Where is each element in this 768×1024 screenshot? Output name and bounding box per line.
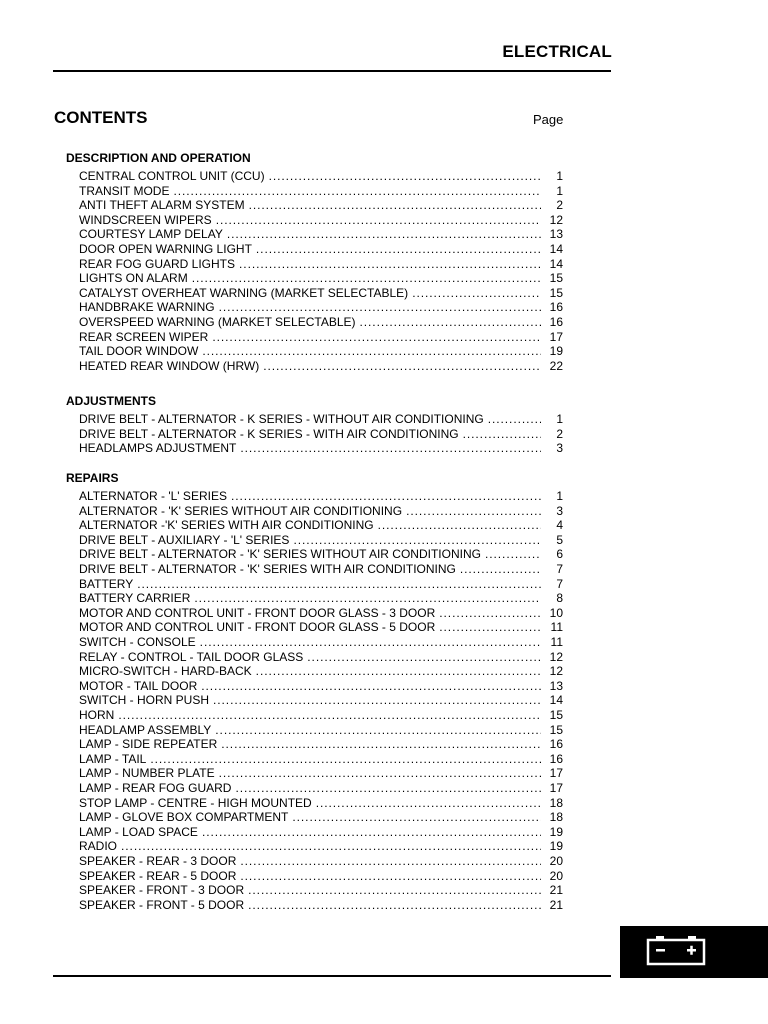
dot-leader: [248, 898, 541, 913]
dot-leader: [485, 547, 541, 562]
dot-leader: [118, 708, 541, 723]
toc-entry-title: CENTRAL CONTROL UNIT (CCU): [79, 169, 265, 183]
toc-entry-page: 21: [549, 897, 563, 912]
toc-entry-page: 15: [549, 708, 563, 722]
toc-entry-page: 12: [549, 664, 563, 679]
toc-entry[interactable]: [79, 635, 563, 650]
dot-leader: [240, 441, 541, 456]
toc-entry[interactable]: [79, 427, 563, 442]
toc-entry-page: 14: [549, 242, 563, 256]
dot-leader: [121, 839, 541, 854]
toc-entry[interactable]: [79, 620, 563, 635]
toc-entry[interactable]: [79, 737, 563, 752]
toc-entry-title: ALTERNATOR - 'L' SERIES: [79, 489, 227, 503]
dot-leader: [378, 518, 541, 533]
toc-entry-title: LAMP - GLOVE BOX COMPARTMENT: [79, 810, 289, 825]
toc-entry-page: 2: [556, 426, 563, 441]
toc-entry[interactable]: [79, 708, 563, 723]
toc-entry-title: ALTERNATOR - 'K' SERIES WITHOUT AIR CONDITIONING: [79, 503, 403, 518]
toc-entry-title: HEADLAMPS ADJUSTMENT: [79, 441, 237, 456]
toc-entry-title: RADIO: [79, 839, 118, 854]
toc-entry-page: 16: [549, 737, 563, 752]
toc-entry-title: DOOR OPEN WARNING LIGHT: [79, 242, 252, 256]
dot-leader: [460, 562, 541, 577]
section-heading: REPAIRS: [66, 471, 119, 485]
toc-entry-title: LAMP - REAR FOG GUARD: [79, 781, 232, 795]
toc-entry-page: 16: [549, 315, 563, 329]
toc-entry-page: 12: [549, 212, 563, 227]
toc-entry[interactable]: [79, 330, 563, 345]
toc-entry-title: DRIVE BELT - ALTERNATOR - K SERIES - WITHOUT AIR CONDITIONING: [79, 412, 484, 426]
toc-entry[interactable]: [79, 489, 563, 504]
dot-leader: [488, 412, 541, 427]
toc-entry[interactable]: [79, 796, 563, 811]
toc-entry[interactable]: [79, 286, 563, 301]
dot-leader: [248, 883, 541, 898]
toc-entry-page: 15: [549, 722, 563, 737]
toc-entry-page: 15: [549, 285, 563, 300]
toc-entry-title: REAR SCREEN WIPER: [79, 329, 209, 344]
toc-entry[interactable]: [79, 781, 563, 796]
toc-entry-title: COURTESY LAMP DELAY: [79, 227, 223, 242]
toc-entry[interactable]: [79, 650, 563, 665]
toc-entry-page: 19: [549, 839, 563, 854]
toc-entry-page: 1: [556, 169, 563, 183]
dot-leader: [256, 242, 541, 257]
dot-leader: [216, 213, 541, 228]
toc-entry[interactable]: [79, 518, 563, 533]
toc-entry-title: MOTOR - TAIL DOOR: [79, 678, 198, 693]
toc-entry-title: SWITCH - HORN PUSH: [79, 693, 209, 708]
toc-entry-page: 17: [549, 781, 563, 795]
toc-entry-title: SWITCH - CONSOLE: [79, 635, 196, 649]
dot-leader: [412, 286, 541, 301]
toc-entry[interactable]: [79, 562, 563, 577]
toc-entry[interactable]: [79, 198, 563, 213]
toc-entry-title: WINDSCREEN WIPERS: [79, 212, 212, 227]
toc-entry-title: SPEAKER - REAR - 3 DOOR: [79, 854, 237, 868]
footer-rule: [53, 975, 611, 977]
toc-entry[interactable]: [79, 227, 563, 242]
toc-entry[interactable]: [79, 344, 563, 359]
dot-leader: [201, 679, 541, 694]
toc-entry-title: TAIL DOOR WINDOW: [79, 344, 199, 359]
toc-entry[interactable]: [79, 606, 563, 621]
toc-entry-page: 19: [549, 824, 563, 839]
page-column-label: Page: [533, 112, 564, 127]
dot-leader: [239, 257, 541, 272]
toc-entry-page: 12: [549, 649, 563, 664]
toc-entry-page: 1: [556, 489, 563, 503]
section-header-title: ELECTRICAL: [502, 42, 612, 61]
toc-entry-page: 13: [549, 227, 563, 242]
toc-entry[interactable]: [79, 547, 563, 562]
toc-entry-title: BATTERY CARRIER: [79, 591, 191, 606]
dot-leader: [219, 300, 541, 315]
dot-leader: [194, 591, 541, 606]
toc-entry-page: 3: [556, 441, 563, 456]
toc-entry-page: 18: [549, 810, 563, 825]
toc-entry-title: MICRO-SWITCH - HARD-BACK: [79, 664, 252, 679]
dot-leader: [316, 796, 541, 811]
toc-entry[interactable]: [79, 825, 563, 840]
toc-entry-title: DRIVE BELT - ALTERNATOR - 'K' SERIES WITH AIR CONDITIONING: [79, 562, 456, 576]
toc-entry[interactable]: [79, 591, 563, 606]
dot-leader: [463, 427, 541, 442]
dot-leader: [219, 766, 541, 781]
dot-leader: [406, 504, 541, 519]
toc-entry-page: 11: [550, 635, 563, 649]
dot-leader: [256, 664, 541, 679]
toc-entry-page: 1: [556, 412, 563, 426]
toc-entry-page: 18: [549, 795, 563, 810]
toc-entry-title: ANTI THEFT ALARM SYSTEM: [79, 198, 245, 213]
battery-icon: [644, 934, 714, 968]
dot-leader: [173, 184, 541, 199]
toc-entry-title: SPEAKER - FRONT - 5 DOOR: [79, 897, 245, 912]
toc-entry-page: 6: [556, 547, 563, 562]
toc-entry-page: 7: [556, 576, 563, 591]
toc-entry[interactable]: [79, 257, 563, 272]
toc-entry[interactable]: [79, 213, 563, 228]
toc-entry[interactable]: [79, 664, 563, 679]
dot-leader: [213, 693, 541, 708]
toc-entry[interactable]: [79, 184, 563, 199]
toc-entry-page: 22: [549, 358, 563, 373]
dot-leader: [249, 198, 541, 213]
toc-entry-page: 16: [549, 751, 563, 766]
toc-entry-title: RELAY - CONTROL - TAIL DOOR GLASS: [79, 649, 304, 664]
dot-leader: [192, 271, 541, 286]
dot-leader: [235, 781, 541, 796]
dot-leader: [150, 752, 541, 767]
toc-entry-title: STOP LAMP - CENTRE - HIGH MOUNTED: [79, 795, 312, 810]
toc-entry-title: MOTOR AND CONTROL UNIT - FRONT DOOR GLASS - 5 DOOR: [79, 620, 436, 635]
dot-leader: [202, 344, 541, 359]
toc-entry[interactable]: [79, 359, 563, 374]
toc-entry[interactable]: [79, 766, 563, 781]
toc-entry-title: OVERSPEED WARNING (MARKET SELECTABLE): [79, 315, 356, 329]
toc-entry[interactable]: [79, 839, 563, 854]
toc-entry[interactable]: [79, 883, 563, 898]
toc-entry[interactable]: [79, 533, 563, 548]
toc-entry[interactable]: [79, 810, 563, 825]
section-tab: [620, 926, 768, 978]
toc-entry[interactable]: [79, 271, 563, 286]
toc-entry-title: REAR FOG GUARD LIGHTS: [79, 256, 236, 271]
toc-entry-title: HORN: [79, 708, 115, 722]
toc-entry[interactable]: [79, 169, 563, 184]
toc-entry-title: DRIVE BELT - ALTERNATOR - 'K' SERIES WITHOUT AIR CONDITIONING: [79, 547, 481, 562]
toc-entry-page: 4: [556, 518, 563, 533]
toc-entry-page: 2: [556, 198, 563, 213]
toc-entry-page: 5: [556, 532, 563, 547]
toc-entry[interactable]: [79, 242, 563, 257]
toc-entry-title: MOTOR AND CONTROL UNIT - FRONT DOOR GLASS - 3 DOOR: [79, 605, 436, 620]
toc-entry[interactable]: [79, 577, 563, 592]
toc-entry-title: HEATED REAR WINDOW (HRW): [79, 358, 260, 373]
toc-entry-page: 8: [556, 591, 563, 606]
toc-entry[interactable]: [79, 752, 563, 767]
toc-entry-title: BATTERY: [79, 576, 134, 591]
dot-leader: [200, 635, 541, 650]
dot-leader: [212, 330, 541, 345]
dot-leader: [215, 723, 541, 738]
toc-entry-title: HANDBRAKE WARNING: [79, 300, 215, 315]
dot-leader: [202, 825, 541, 840]
toc-entry-page: 14: [549, 693, 563, 708]
dot-leader: [292, 810, 541, 825]
dot-leader: [137, 577, 541, 592]
toc-entry-title: LAMP - NUMBER PLATE: [79, 766, 215, 781]
toc-entry-title: TRANSIT MODE: [79, 183, 170, 198]
toc-entry-page: 10: [549, 605, 563, 620]
toc-entry-title: ALTERNATOR -'K' SERIES WITH AIR CONDITIONING: [79, 518, 374, 533]
toc-entry-title: LAMP - SIDE REPEATER: [79, 737, 218, 752]
toc-entry-title: DRIVE BELT - ALTERNATOR - K SERIES - WITH AIR CONDITIONING: [79, 426, 459, 441]
dot-leader: [227, 227, 541, 242]
toc-entry[interactable]: [79, 898, 563, 913]
toc-entry[interactable]: [79, 679, 563, 694]
dot-leader: [240, 869, 541, 884]
toc-entry-page: 16: [549, 300, 563, 315]
toc-entry-page: 1: [556, 183, 563, 198]
toc-entry-title: SPEAKER - FRONT - 3 DOOR: [79, 883, 245, 898]
dot-leader: [263, 359, 541, 374]
header-rule: [53, 70, 611, 72]
dot-leader: [240, 854, 541, 869]
toc-entry-page: 13: [549, 678, 563, 693]
toc-entry-page: 17: [549, 329, 563, 344]
toc-entry-page: 20: [549, 868, 563, 883]
toc-entry[interactable]: [79, 693, 563, 708]
dot-leader: [269, 169, 541, 184]
toc-entry-title: LIGHTS ON ALARM: [79, 271, 188, 286]
dot-leader: [439, 606, 541, 621]
contents-title: CONTENTS: [54, 108, 148, 127]
toc-entry-title: LAMP - LOAD SPACE: [79, 824, 198, 839]
dot-leader: [293, 533, 541, 548]
toc-entry[interactable]: [79, 441, 563, 456]
toc-entry-title: LAMP - TAIL: [79, 751, 147, 766]
toc-entry-page: 17: [549, 766, 563, 781]
toc-entry[interactable]: [79, 869, 563, 884]
dot-leader: [439, 620, 541, 635]
dot-leader: [307, 650, 541, 665]
toc-entry[interactable]: [79, 854, 563, 869]
toc-entry[interactable]: [79, 300, 563, 315]
toc-entry-page: 11: [550, 620, 563, 635]
toc-entry-title: HEADLAMP ASSEMBLY: [79, 722, 212, 737]
dot-leader: [221, 737, 541, 752]
toc-entry-page: 3: [556, 503, 563, 518]
toc-entry[interactable]: [79, 315, 563, 330]
toc-entry[interactable]: [79, 412, 563, 427]
toc-entry-page: 20: [549, 854, 563, 868]
toc-entry[interactable]: [79, 723, 563, 738]
toc-entry-title: CATALYST OVERHEAT WARNING (MARKET SELECTABLE): [79, 285, 409, 300]
toc-entry-title: SPEAKER - REAR - 5 DOOR: [79, 868, 237, 883]
toc-entry-page: 19: [549, 344, 563, 359]
dot-leader: [231, 489, 541, 504]
section-heading: DESCRIPTION AND OPERATION: [66, 151, 251, 165]
toc-entry-page: 21: [549, 883, 563, 898]
toc-entry-page: 14: [549, 256, 563, 271]
toc-entry-page: 15: [549, 271, 563, 286]
toc-entry-page: 7: [556, 562, 563, 576]
dot-leader: [360, 315, 542, 330]
toc-entry-title: DRIVE BELT - AUXILIARY - 'L' SERIES: [79, 532, 290, 547]
section-heading: ADJUSTMENTS: [66, 394, 157, 408]
toc-entry[interactable]: [79, 504, 563, 519]
